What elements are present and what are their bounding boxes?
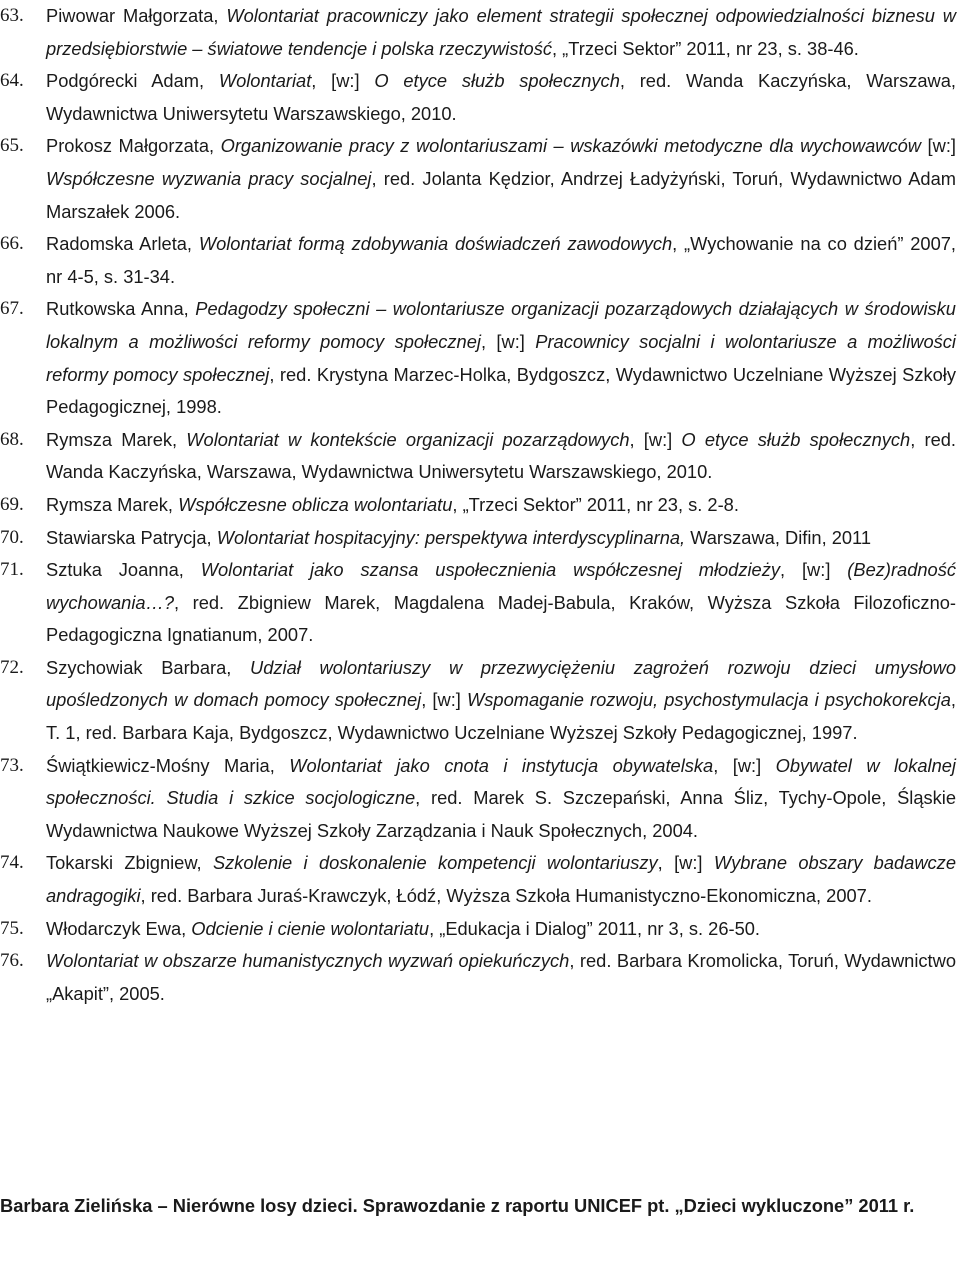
reference-text [46, 298, 956, 417]
reference-segment: , [w:] [421, 689, 468, 711]
reference-entry [0, 424, 956, 489]
reference-entry [0, 913, 956, 946]
reference-segment: , red. Wanda Kaczyńska, Warszawa, Wydawnictwa Uniwersytetu Warszawskiego, 2010. [46, 70, 956, 124]
reference-segment: , [w:] [657, 852, 714, 874]
reference-segment: , red. Zbigniew Marek, Magdalena Madej-Babula, Kraków, Wyższa Szkoła Filozoficzno-Pedagogiczna Ignatianum, 2007. [46, 591, 956, 646]
reference-segment: Radomska Arleta, [46, 233, 199, 255]
reference-segment: , red. Krystyna Marzec-Holka, Bydgoszcz, Wydawnictwo Uczelniane Wyższej Szkoły Pedagogicznej, 1998. [46, 363, 956, 418]
reference-segment: , „Trzeci Sektor” 2011, nr 23, s. 2-8. [452, 493, 739, 515]
reference-entry [0, 293, 956, 423]
reference-entry [0, 945, 956, 1010]
reference-number: 69. [0, 493, 24, 515]
reference-segment: , [w:] [480, 330, 536, 352]
reference-segment: Prokosz Małgorzata, [46, 135, 221, 157]
reference-segment: , „Trzeci Sektor” 2011, nr 23, s. 38-46. [552, 37, 859, 59]
reference-title: Wolontariat hospitacyjny: perspektywa interdyscyplinarna, [216, 526, 686, 548]
reference-entry [0, 554, 956, 652]
reference-segment: , red. Jolanta Kędzior, Andrzej Ładyżyński, Toruń, Wydawnictwo Adam Marszałek 2006. [46, 167, 956, 222]
reference-title: Wolontariat [218, 70, 312, 92]
reference-entry [0, 130, 956, 228]
reference-title: Współczesne oblicza wolontariatu [178, 493, 453, 515]
reference-segment: , „Edukacja i Dialog” 2011, nr 3, s. 26-50. [429, 917, 761, 939]
reference-segment: Podgórecki Adam, [46, 70, 219, 92]
reference-title: Wolontariat w kontekście organizacji pozarządowych [186, 428, 630, 450]
reference-segment: , „Wychowanie na co dzień” 2007, nr 4-5, s. 31-34. [46, 233, 957, 287]
reference-entry [0, 750, 956, 848]
reference-text [46, 5, 956, 59]
reference-title: Wolontariat pracowniczy jako element strategii społecznej odpowiedzialności biznesu w przedsiębiorstwie – światowe tendencje i polska rzeczywistość [46, 5, 956, 59]
reference-title: Szkolenie i doskonalenie kompetencji wolontariuszy [212, 852, 658, 874]
footer-title: Barbara Zielińska – Nierówne losy dzieci. Sprawozdanie z raportu UNICEF pt. „Dzieci wykluczone” 2011 r. [0, 1195, 915, 1216]
reference-entry [0, 0, 956, 65]
reference-title: Wolontariat w obszarze humanistycznych wyzwań opiekuńczych [46, 950, 570, 972]
reference-number: 67. [0, 298, 24, 320]
reference-text [46, 527, 871, 548]
reference-segment: , red. Barbara Juraś-Krawczyk, Łódź, Wyższa Szkoła Humanistyczno-Ekonomiczna, 2007. [140, 885, 872, 907]
reference-text [46, 657, 956, 743]
reference-segment: , [w:] [713, 754, 776, 776]
reference-segment: , [w:] [311, 70, 375, 92]
reference-title: Odcienie i cienie wolontariatu [191, 917, 430, 939]
reference-entry [0, 847, 956, 912]
reference-title: Udział wolontariuszy w przezwyciężeniu zagrożeń rozwoju dzieci umysłowo upośledzonych w domach pomocy społecznej [46, 656, 957, 711]
reference-segment: Piwowar Małgorzata, [46, 5, 227, 26]
reference-title: Obywatel w lokalnej społeczności. Studia i szkice socjologiczne [46, 754, 956, 809]
reference-segment: Rymsza Marek, [46, 428, 187, 450]
reference-text [46, 755, 956, 841]
reference-title: Wolontariat formą zdobywania doświadczeń zawodowych [198, 233, 673, 255]
reference-number: 73. [0, 754, 24, 776]
reference-segment: , red. Wanda Kaczyńska, Warszawa, Wydawnictwa Uniwersytetu Warszawskiego, 2010. [46, 428, 956, 483]
reference-number: 64. [0, 70, 24, 92]
reference-segment: Świątkiewicz-Mośny Maria, [46, 754, 290, 776]
reference-title: Wolontariat jako szansa uspołecznienia współczesnej młodzieży [200, 559, 780, 581]
reference-title: Współczesne wyzwania pracy socjalnej [46, 167, 372, 189]
reference-entry [0, 489, 956, 522]
reference-segment: Stawiarska Patrycja, [46, 526, 217, 548]
reference-number: 74. [0, 852, 24, 874]
reference-number: 70. [0, 526, 24, 548]
reference-segment: Rymsza Marek, [46, 493, 179, 515]
reference-segment: , T. 1, red. Barbara Kaja, Bydgoszcz, Wydawnictwo Uczelniane Wyższej Szkoły Pedagogicznej, 1997. [46, 689, 956, 744]
reference-entry [0, 228, 956, 293]
reference-entry [0, 652, 956, 750]
reference-number: 68. [0, 428, 24, 450]
reference-text [46, 559, 956, 645]
reference-title: Organizowanie pracy z wolontariuszami – wskazówki metodyczne dla wychowawców [220, 135, 922, 157]
reference-segment: Szychowiak Barbara, [46, 656, 251, 678]
reference-title: Wolontariat jako cnota i instytucja obywatelska [289, 754, 714, 776]
reference-segment: Tokarski Zbigniew, [46, 852, 213, 874]
reference-title: Wspomaganie rozwoju, psychostymulacja i psychokorekcja [467, 689, 951, 711]
reference-text [46, 494, 739, 515]
reference-text [46, 135, 956, 221]
reference-number: 65. [0, 135, 24, 157]
reference-text [46, 950, 956, 1004]
reference-segment: Włodarczyk Ewa, [46, 917, 192, 939]
reference-segment: Warszawa, Difin, 2011 [685, 526, 872, 548]
reference-number: 63. [0, 5, 24, 26]
reference-number: 66. [0, 233, 24, 255]
reference-segment: Sztuka Joanna, [46, 559, 201, 581]
reference-number: 71. [0, 559, 24, 581]
reference-title: O etyce służb społecznych [374, 70, 620, 92]
reference-segment: , [w:] [780, 559, 848, 581]
reference-title: O etyce służb społecznych [681, 428, 911, 450]
reference-segment: , red. Marek S. Szczepański, Anna Śliz, Tychy-Opole, Śląskie Wydawnictwa Naukowe Wyższej Szkoły Zarządzania i Nauk Społecznych, 2004. [46, 787, 956, 841]
reference-entry [0, 65, 956, 130]
reference-number: 75. [0, 917, 24, 939]
reference-segment: , red. Barbara Kromolicka, Toruń, Wydawnictwo „Akapit”, 2005. [46, 950, 956, 1004]
reference-segment: Rutkowska Anna, [46, 298, 196, 320]
reference-title: Pedagodzy społeczni – wolontariusze organizacji pozarządowych działających w środowisku lokalnym a możliwości reformy pomocy społecznej [46, 298, 956, 352]
reference-segment: [w:] [921, 135, 956, 157]
reference-text [46, 918, 760, 939]
reference-segment: , [w:] [629, 428, 682, 450]
reference-entry [0, 522, 956, 555]
reference-text [46, 852, 956, 906]
reference-title: (Bez)radność wychowania…? [46, 559, 956, 613]
reference-text [46, 233, 956, 287]
reference-number: 76. [0, 950, 24, 972]
reference-title: Pracownicy socjalni i wolontariusze a możliwości reformy pomocy społecznej [46, 330, 956, 385]
reference-number: 72. [0, 656, 24, 678]
reference-title: Wybrane obszary badawcze andragogiki [46, 852, 956, 907]
reference-text [46, 70, 956, 124]
reference-text [46, 429, 956, 483]
